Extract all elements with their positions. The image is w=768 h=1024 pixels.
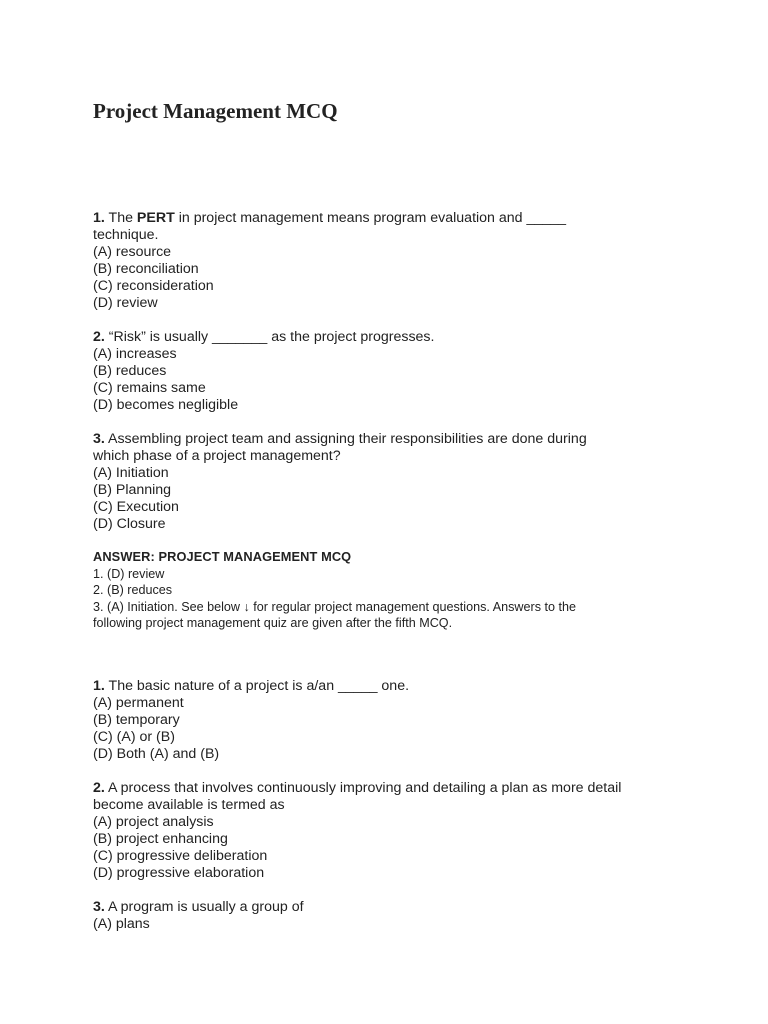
option-d: (D) Both (A) and (B) (93, 746, 220, 762)
question-number: 2. (93, 780, 105, 796)
option-b: (B) reduces (93, 363, 167, 379)
option-c: (C) progressive deliberation (93, 848, 268, 864)
answer-line: following project management quiz are given after the fifth MCQ. (93, 616, 453, 630)
answer-line: 3. (A) Initiation. See below ↓ for regular project management questions. Answers to the (93, 599, 577, 614)
question-5 (93, 780, 693, 882)
option-c: (C) remains same (93, 380, 206, 396)
question-text (93, 678, 693, 695)
question-text (93, 899, 693, 916)
question-number: 1. (93, 210, 105, 226)
question-1 (93, 210, 693, 312)
question-keyword: PERT (136, 210, 175, 226)
option-a: (A) resource (93, 244, 172, 260)
page-title: Project Management MCQ (93, 99, 338, 123)
option-d: (D) Closure (93, 516, 166, 532)
question-text-part: in project management means program evaluation and _____ (174, 210, 566, 226)
question-3 (93, 431, 693, 533)
option-a: (A) permanent (93, 695, 184, 711)
question-6 (93, 899, 693, 933)
question-text-part: Assembling project team and assigning their responsibilities are done during (104, 431, 587, 447)
option-a: (A) plans (93, 916, 150, 932)
option-c: (C) Execution (93, 499, 179, 515)
option-d: (D) progressive elaboration (93, 865, 265, 881)
question-text (93, 210, 693, 227)
option-d: (D) review (93, 295, 158, 311)
question-number: 2. (93, 329, 105, 345)
question-text (93, 431, 693, 448)
question-text (93, 329, 693, 346)
option-a: (A) increases (93, 346, 177, 362)
question-text-continuation: become available is termed as (93, 797, 285, 813)
answer-section (93, 549, 713, 632)
question-number: 3. (93, 431, 105, 447)
answer-line: 1. (D) review (93, 566, 165, 581)
question-text-part: The (104, 210, 137, 226)
question-text-continuation: technique. (93, 227, 159, 243)
question-text-part: A process that involves continuously improving and detailing a plan as more detail (104, 780, 622, 796)
question-text (93, 780, 693, 797)
question-text-part: A program is usually a group of (104, 899, 304, 915)
option-a: (A) project analysis (93, 814, 214, 830)
option-b: (B) reconciliation (93, 261, 199, 277)
question-text-part: “Risk” is usually _______ as the project progresses. (104, 329, 435, 345)
question-4 (93, 678, 693, 763)
answer-heading: ANSWER: PROJECT MANAGEMENT MCQ (93, 549, 352, 564)
option-a: (A) Initiation (93, 465, 169, 481)
answer-line: 2. (B) reduces (93, 583, 173, 597)
question-2 (93, 329, 693, 414)
question-number: 3. (93, 899, 105, 915)
option-b: (B) project enhancing (93, 831, 228, 847)
question-text-part: The basic nature of a project is a/an _____ one. (104, 678, 410, 694)
question-text-continuation: which phase of a project management? (93, 448, 341, 464)
question-number: 1. (93, 678, 105, 694)
option-b: (B) temporary (93, 712, 180, 728)
option-c: (C) (A) or (B) (93, 729, 175, 745)
option-d: (D) becomes negligible (93, 397, 239, 413)
option-b: (B) Planning (93, 482, 172, 498)
option-c: (C) reconsideration (93, 278, 214, 294)
